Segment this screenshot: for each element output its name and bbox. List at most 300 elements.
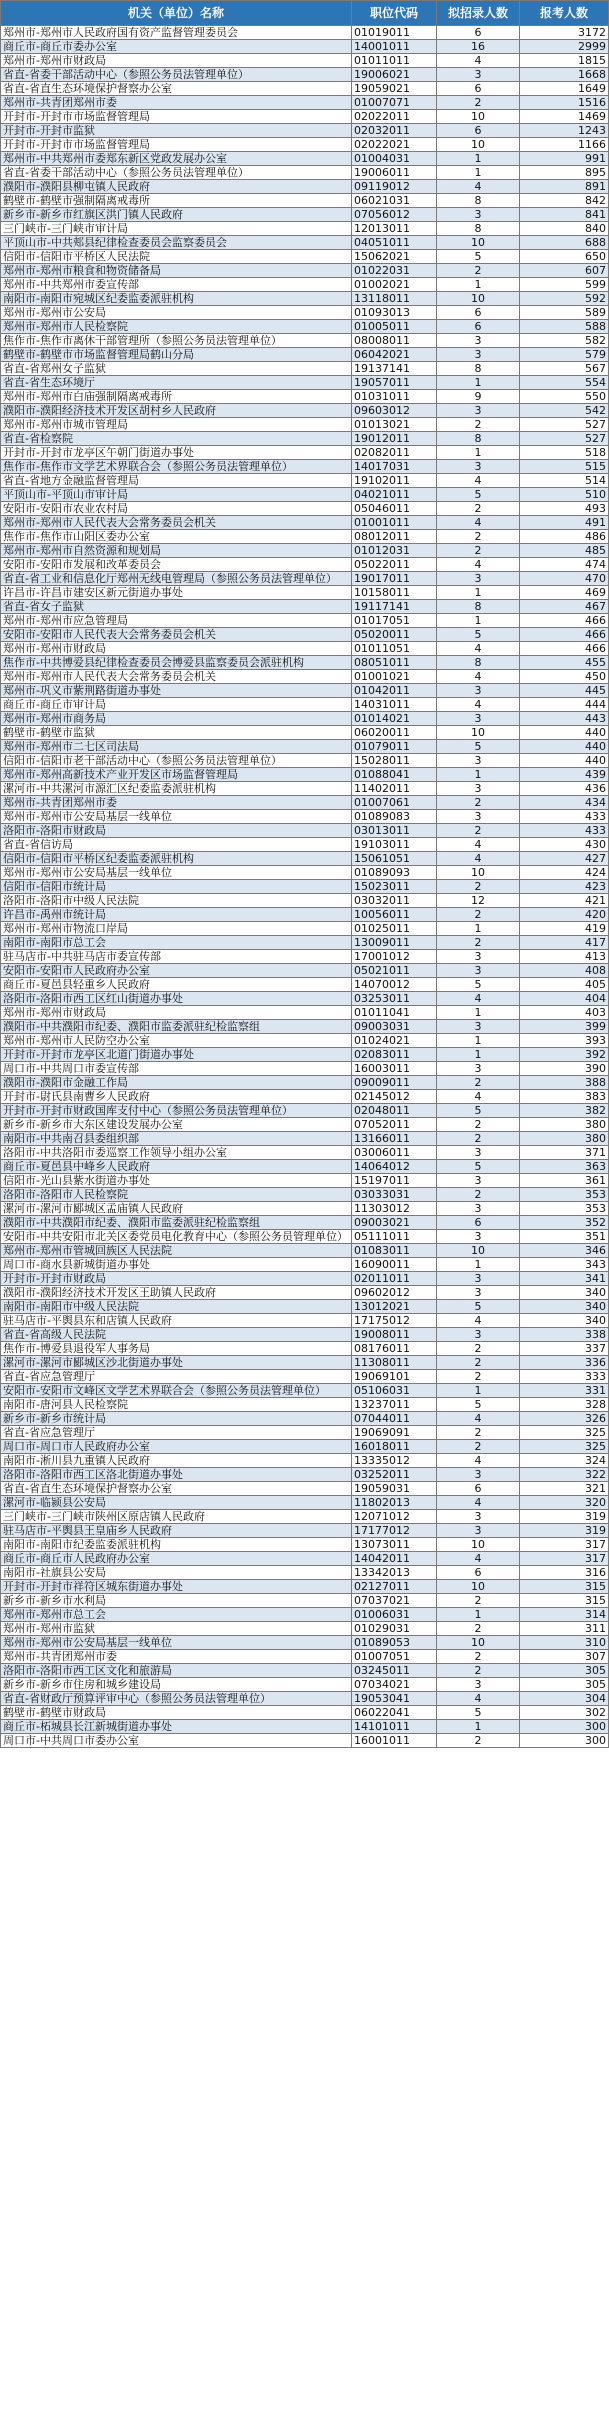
cell-applicants: 302 — [520, 1706, 609, 1720]
cell-applicants: 419 — [520, 922, 609, 936]
cell-code: 09009011 — [352, 1076, 437, 1090]
cell-org: 濮阳市-濮阳市金融工作局 — [1, 1076, 352, 1090]
cell-code: 01031011 — [352, 390, 437, 404]
cell-code: 13335012 — [352, 1454, 437, 1468]
table-row — [1, 1132, 609, 1146]
cell-plan: 8 — [437, 194, 520, 208]
table-row — [1, 1272, 609, 1286]
cell-org: 濮阳市-濮阳经济技术开发区胡村乡人民政府 — [1, 404, 352, 418]
cell-plan: 1 — [437, 1384, 520, 1398]
cell-plan: 3 — [437, 950, 520, 964]
cell-code: 08012011 — [352, 530, 437, 544]
table-row — [1, 460, 609, 474]
table-row — [1, 1622, 609, 1636]
table-row — [1, 390, 609, 404]
cell-applicants: 338 — [520, 1328, 609, 1342]
cell-applicants: 554 — [520, 376, 609, 390]
table-row — [1, 1090, 609, 1104]
cell-org: 信阳市-信阳市平桥区人民法院 — [1, 250, 352, 264]
cell-code: 19069091 — [352, 1426, 437, 1440]
table-row — [1, 1538, 609, 1552]
cell-org: 省直-省女子监狱 — [1, 600, 352, 614]
table-row — [1, 1678, 609, 1692]
cell-plan: 2 — [437, 908, 520, 922]
cell-plan: 10 — [437, 138, 520, 152]
cell-plan: 1 — [437, 1608, 520, 1622]
cell-applicants: 455 — [520, 656, 609, 670]
cell-plan: 2 — [437, 796, 520, 810]
cell-org: 郑州市-共青团郑州市委 — [1, 1650, 352, 1664]
cell-applicants: 582 — [520, 334, 609, 348]
cell-org: 鹤壁市-鹤壁市市场监督管理局鹤山分局 — [1, 348, 352, 362]
cell-org: 漯河市-中共漯河市源汇区纪委监委派驻机构 — [1, 782, 352, 796]
cell-applicants: 599 — [520, 278, 609, 292]
cell-code: 03252011 — [352, 1468, 437, 1482]
table-row — [1, 236, 609, 250]
cell-code: 01014021 — [352, 712, 437, 726]
cell-code: 05111011 — [352, 1230, 437, 1244]
cell-plan: 2 — [437, 1076, 520, 1090]
cell-plan: 3 — [437, 1510, 520, 1524]
cell-plan: 2 — [437, 1440, 520, 1454]
cell-applicants: 315 — [520, 1594, 609, 1608]
cell-plan: 5 — [437, 488, 520, 502]
table-row — [1, 726, 609, 740]
cell-plan: 8 — [437, 432, 520, 446]
cell-applicants: 417 — [520, 936, 609, 950]
cell-plan: 3 — [437, 1202, 520, 1216]
cell-org: 南阳市-南阳市中级人民法院 — [1, 1300, 352, 1314]
cell-plan: 3 — [437, 68, 520, 82]
cell-plan: 1 — [437, 1258, 520, 1272]
cell-plan: 1 — [437, 1720, 520, 1734]
table-row — [1, 138, 609, 152]
table-row — [1, 992, 609, 1006]
cell-code: 03033031 — [352, 1188, 437, 1202]
cell-applicants: 895 — [520, 166, 609, 180]
cell-org: 濮阳市-中共濮阳市纪委、濮阳市监委派驻纪检监察组 — [1, 1216, 352, 1230]
cell-plan: 4 — [437, 516, 520, 530]
cell-applicants: 380 — [520, 1118, 609, 1132]
table-row — [1, 796, 609, 810]
cell-code: 10056011 — [352, 908, 437, 922]
cell-applicants: 592 — [520, 292, 609, 306]
cell-code: 05021011 — [352, 964, 437, 978]
cell-org: 安阳市-安阳市文峰区文学艺术界联合会（参照公务员法管理单位） — [1, 1384, 352, 1398]
cell-org: 省直-省检察院 — [1, 432, 352, 446]
cell-applicants: 650 — [520, 250, 609, 264]
cell-plan: 3 — [437, 1020, 520, 1034]
cell-plan: 5 — [437, 628, 520, 642]
cell-applicants: 363 — [520, 1160, 609, 1174]
cell-applicants: 891 — [520, 180, 609, 194]
cell-org: 漯河市-漯河市郾城区沙北街道办事处 — [1, 1356, 352, 1370]
table-row — [1, 1482, 609, 1496]
cell-code: 19006011 — [352, 166, 437, 180]
cell-plan: 4 — [437, 1090, 520, 1104]
table-row — [1, 656, 609, 670]
cell-applicants: 317 — [520, 1552, 609, 1566]
cell-applicants: 336 — [520, 1356, 609, 1370]
cell-applicants: 353 — [520, 1202, 609, 1216]
table-row — [1, 782, 609, 796]
cell-org: 洛阳市-洛阳市人民检察院 — [1, 1188, 352, 1202]
table-row — [1, 1062, 609, 1076]
cell-applicants: 408 — [520, 964, 609, 978]
table-row — [1, 1384, 609, 1398]
cell-applicants: 305 — [520, 1664, 609, 1678]
cell-org: 开封市-开封市市场监督管理局 — [1, 110, 352, 124]
cell-code: 19137141 — [352, 362, 437, 376]
cell-org: 郑州市-共青团郑州市委 — [1, 96, 352, 110]
table-row — [1, 852, 609, 866]
cell-applicants: 388 — [520, 1076, 609, 1090]
table-row — [1, 1216, 609, 1230]
cell-org: 郑州市-郑州市自然资源和规划局 — [1, 544, 352, 558]
cell-applicants: 1243 — [520, 124, 609, 138]
cell-applicants: 445 — [520, 684, 609, 698]
cell-org: 南阳市-南阳市宛城区纪委监委派驻机构 — [1, 292, 352, 306]
cell-applicants: 1649 — [520, 82, 609, 96]
cell-applicants: 607 — [520, 264, 609, 278]
cell-org: 焦作市-博爱县退役军人事务局 — [1, 1342, 352, 1356]
cell-code: 07044011 — [352, 1412, 437, 1426]
table-row — [1, 1496, 609, 1510]
table-row — [1, 894, 609, 908]
cell-applicants: 515 — [520, 460, 609, 474]
table-row — [1, 866, 609, 880]
cell-applicants: 331 — [520, 1384, 609, 1398]
cell-org: 郑州市-郑州市人民代表大会常务委员会机关 — [1, 670, 352, 684]
cell-org: 周口市-中共周口市委办公室 — [1, 1734, 352, 1748]
cell-org: 开封市-开封市监狱 — [1, 124, 352, 138]
cell-org: 省直-省郑州女子监狱 — [1, 362, 352, 376]
cell-plan: 3 — [437, 754, 520, 768]
cell-applicants: 433 — [520, 810, 609, 824]
cell-applicants: 403 — [520, 1006, 609, 1020]
cell-applicants: 840 — [520, 222, 609, 236]
table-row — [1, 488, 609, 502]
cell-code: 19017011 — [352, 572, 437, 586]
cell-plan: 1 — [437, 922, 520, 936]
cell-applicants: 427 — [520, 852, 609, 866]
cell-code: 05020011 — [352, 628, 437, 642]
cell-code: 19069101 — [352, 1370, 437, 1384]
cell-code: 19103011 — [352, 838, 437, 852]
cell-code: 13166011 — [352, 1132, 437, 1146]
cell-code: 01079011 — [352, 740, 437, 754]
table-row — [1, 1370, 609, 1384]
cell-applicants: 424 — [520, 866, 609, 880]
cell-applicants: 351 — [520, 1230, 609, 1244]
table-row — [1, 432, 609, 446]
cell-org: 安阳市-安阳市发展和改革委员会 — [1, 558, 352, 572]
cell-applicants: 300 — [520, 1720, 609, 1734]
cell-code: 13073011 — [352, 1538, 437, 1552]
cell-org: 鹤壁市-鹤壁市财政局 — [1, 1706, 352, 1720]
cell-code: 08176011 — [352, 1342, 437, 1356]
cell-org: 新乡市-新乡市水利局 — [1, 1594, 352, 1608]
cell-org: 商丘市-夏邑县轻重乡人民政府 — [1, 978, 352, 992]
cell-org: 商丘市-柘城县长江新城街道办事处 — [1, 1720, 352, 1734]
header-plan: 拟招录人数 — [437, 1, 520, 26]
cell-applicants: 470 — [520, 572, 609, 586]
cell-plan: 10 — [437, 1580, 520, 1594]
cell-applicants: 443 — [520, 712, 609, 726]
cell-code: 02022011 — [352, 110, 437, 124]
cell-org: 焦作市-焦作市文学艺术界联合会（参照公务员法管理单位） — [1, 460, 352, 474]
cell-code: 03032011 — [352, 894, 437, 908]
cell-org: 许昌市-禹州市统计局 — [1, 908, 352, 922]
table-row — [1, 1426, 609, 1440]
table-row — [1, 530, 609, 544]
cell-code: 06020011 — [352, 726, 437, 740]
cell-org: 省直-省地方金融监督管理局 — [1, 474, 352, 488]
cell-plan: 8 — [437, 656, 520, 670]
table-row — [1, 1104, 609, 1118]
cell-plan: 2 — [437, 96, 520, 110]
cell-plan: 4 — [437, 670, 520, 684]
table-row — [1, 978, 609, 992]
table-row — [1, 250, 609, 264]
cell-plan: 2 — [437, 1622, 520, 1636]
cell-org: 安阳市-安阳市人民政府办公室 — [1, 964, 352, 978]
table-row — [1, 684, 609, 698]
cell-applicants: 491 — [520, 516, 609, 530]
table-row — [1, 1664, 609, 1678]
cell-applicants: 421 — [520, 894, 609, 908]
cell-applicants: 337 — [520, 1342, 609, 1356]
table-row — [1, 222, 609, 236]
cell-applicants: 393 — [520, 1034, 609, 1048]
cell-org: 郑州市-郑州市公安局基层一线单位 — [1, 866, 352, 880]
cell-org: 郑州市-郑州市财政局 — [1, 54, 352, 68]
cell-code: 09003031 — [352, 1020, 437, 1034]
table-row — [1, 1398, 609, 1412]
cell-applicants: 319 — [520, 1510, 609, 1524]
cell-plan: 2 — [437, 1356, 520, 1370]
cell-code: 02127011 — [352, 1580, 437, 1594]
cell-applicants: 320 — [520, 1496, 609, 1510]
cell-org: 郑州市-郑州市公安局 — [1, 306, 352, 320]
cell-plan: 4 — [437, 558, 520, 572]
cell-plan: 1 — [437, 376, 520, 390]
cell-code: 01022031 — [352, 264, 437, 278]
cell-code: 12071012 — [352, 1510, 437, 1524]
cell-org: 郑州市-郑州市商务局 — [1, 712, 352, 726]
cell-applicants: 842 — [520, 194, 609, 208]
cell-plan: 4 — [437, 1496, 520, 1510]
cell-plan: 6 — [437, 306, 520, 320]
header-applicants: 报考人数 — [520, 1, 609, 26]
table-row — [1, 348, 609, 362]
table-row — [1, 110, 609, 124]
cell-plan: 2 — [437, 1734, 520, 1748]
cell-org: 新乡市-新乡市大东区建设发展办公室 — [1, 1118, 352, 1132]
cell-org: 洛阳市-洛阳市西工区文化和旅游局 — [1, 1664, 352, 1678]
cell-plan: 5 — [437, 978, 520, 992]
cell-plan: 4 — [437, 838, 520, 852]
table-row — [1, 572, 609, 586]
cell-plan: 2 — [437, 936, 520, 950]
cell-code: 13118011 — [352, 292, 437, 306]
cell-applicants: 518 — [520, 446, 609, 460]
cell-org: 南阳市-唐河县人民检察院 — [1, 1398, 352, 1412]
cell-applicants: 527 — [520, 432, 609, 446]
cell-code: 19059031 — [352, 1482, 437, 1496]
cell-code: 03006011 — [352, 1146, 437, 1160]
cell-org: 郑州市-郑州市人民检察院 — [1, 320, 352, 334]
table-row — [1, 40, 609, 54]
cell-applicants: 423 — [520, 880, 609, 894]
cell-applicants: 317 — [520, 1538, 609, 1552]
table-row — [1, 838, 609, 852]
cell-applicants: 485 — [520, 544, 609, 558]
cell-code: 01029031 — [352, 1622, 437, 1636]
cell-applicants: 319 — [520, 1524, 609, 1538]
cell-org: 许昌市-许昌市建安区新元街道办事处 — [1, 586, 352, 600]
cell-org: 周口市-周口市人民政府办公室 — [1, 1440, 352, 1454]
table-row — [1, 1650, 609, 1664]
cell-plan: 10 — [437, 1538, 520, 1552]
cell-applicants: 430 — [520, 838, 609, 852]
cell-applicants: 310 — [520, 1636, 609, 1650]
cell-code: 05046011 — [352, 502, 437, 516]
table-row — [1, 26, 609, 40]
table-row — [1, 124, 609, 138]
cell-org: 濮阳市-濮阳县柳屯镇人民政府 — [1, 180, 352, 194]
cell-code: 01083011 — [352, 1244, 437, 1258]
table-row — [1, 1328, 609, 1342]
cell-plan: 1 — [437, 768, 520, 782]
cell-org: 信阳市-信阳市统计局 — [1, 880, 352, 894]
cell-org: 郑州市-郑州市公安局基层一线单位 — [1, 1636, 352, 1650]
cell-code: 05106031 — [352, 1384, 437, 1398]
cell-plan: 1 — [437, 166, 520, 180]
cell-applicants: 567 — [520, 362, 609, 376]
table-row — [1, 446, 609, 460]
cell-plan: 5 — [437, 250, 520, 264]
cell-applicants: 1469 — [520, 110, 609, 124]
table-row — [1, 1230, 609, 1244]
cell-code: 01093013 — [352, 306, 437, 320]
cell-code: 01089083 — [352, 810, 437, 824]
cell-org: 驻马店市-平舆县东和店镇人民政府 — [1, 1314, 352, 1328]
table-row — [1, 1174, 609, 1188]
cell-code: 01089053 — [352, 1636, 437, 1650]
cell-org: 郑州市-郑州市人民代表大会常务委员会机关 — [1, 516, 352, 530]
cell-applicants: 588 — [520, 320, 609, 334]
cell-org: 郑州市-郑州市公安局基层一线单位 — [1, 810, 352, 824]
cell-plan: 3 — [437, 1468, 520, 1482]
cell-org: 安阳市-安阳市人民代表大会常务委员会机关 — [1, 628, 352, 642]
cell-org: 郑州市-郑州高新技术产业开发区市场监督管理局 — [1, 768, 352, 782]
cell-plan: 5 — [437, 1104, 520, 1118]
cell-code: 06021031 — [352, 194, 437, 208]
cell-plan: 4 — [437, 54, 520, 68]
table-row — [1, 698, 609, 712]
cell-plan: 2 — [437, 502, 520, 516]
cell-org: 焦作市-焦作市离休干部管理所（参照公务员法管理单位） — [1, 334, 352, 348]
table-row — [1, 936, 609, 950]
table-row — [1, 1076, 609, 1090]
cell-applicants: 440 — [520, 740, 609, 754]
cell-code: 01007071 — [352, 96, 437, 110]
table-row — [1, 1244, 609, 1258]
table-row — [1, 1636, 609, 1650]
cell-plan: 12 — [437, 894, 520, 908]
table-row — [1, 1146, 609, 1160]
cell-code: 01012031 — [352, 544, 437, 558]
cell-applicants: 510 — [520, 488, 609, 502]
cell-plan: 1 — [437, 446, 520, 460]
cell-code: 09603012 — [352, 404, 437, 418]
cell-applicants: 311 — [520, 1622, 609, 1636]
cell-org: 濮阳市-濮阳经济技术开发区王助镇人民政府 — [1, 1286, 352, 1300]
cell-org: 省直-省应急管理厅 — [1, 1426, 352, 1440]
cell-plan: 2 — [437, 1118, 520, 1132]
cell-org: 平顶山市-中共郏县纪律检查委员会监察委员会 — [1, 236, 352, 250]
cell-org: 洛阳市-洛阳市西工区洛北街道办事处 — [1, 1468, 352, 1482]
table-row — [1, 1286, 609, 1300]
cell-org: 商丘市-商丘市人民政府办公室 — [1, 1552, 352, 1566]
table-row — [1, 922, 609, 936]
cell-plan: 3 — [437, 1272, 520, 1286]
cell-plan: 5 — [437, 1398, 520, 1412]
table-row — [1, 824, 609, 838]
cell-code: 14042011 — [352, 1552, 437, 1566]
cell-plan: 3 — [437, 208, 520, 222]
cell-code: 19012011 — [352, 432, 437, 446]
table-row — [1, 82, 609, 96]
cell-plan: 5 — [437, 740, 520, 754]
table-row — [1, 474, 609, 488]
cell-code: 14031011 — [352, 698, 437, 712]
cell-org: 郑州市-郑州市总工会 — [1, 1608, 352, 1622]
cell-plan: 5 — [437, 1160, 520, 1174]
cell-plan: 3 — [437, 810, 520, 824]
cell-code: 15061051 — [352, 852, 437, 866]
cell-org: 濮阳市-中共濮阳市纪委、濮阳市监委派驻纪检监察组 — [1, 1020, 352, 1034]
cell-code: 19102011 — [352, 474, 437, 488]
cell-applicants: 3172 — [520, 26, 609, 40]
cell-applicants: 328 — [520, 1398, 609, 1412]
cell-code: 01089093 — [352, 866, 437, 880]
table-row — [1, 558, 609, 572]
cell-org: 省直-省高级人民法院 — [1, 1328, 352, 1342]
cell-plan: 3 — [437, 1286, 520, 1300]
cell-org: 省直-省直生态环境保护督察办公室 — [1, 1482, 352, 1496]
cell-applicants: 361 — [520, 1174, 609, 1188]
cell-applicants: 316 — [520, 1566, 609, 1580]
cell-org: 郑州市-郑州市财政局 — [1, 642, 352, 656]
table-row — [1, 1314, 609, 1328]
cell-code: 15197011 — [352, 1174, 437, 1188]
table-row — [1, 768, 609, 782]
cell-plan: 6 — [437, 124, 520, 138]
table-row — [1, 908, 609, 922]
cell-org: 鹤壁市-鹤壁市强制隔离戒毒所 — [1, 194, 352, 208]
cell-org: 省直-省委干部活动中心（参照公务员法管理单位） — [1, 68, 352, 82]
cell-org: 省直-省财政厅预算评审中心（参照公务员法管理单位） — [1, 1692, 352, 1706]
cell-code: 19008011 — [352, 1328, 437, 1342]
cell-applicants: 1166 — [520, 138, 609, 152]
cell-plan: 5 — [437, 1706, 520, 1720]
cell-applicants: 340 — [520, 1300, 609, 1314]
cell-org: 南阳市-南阳市总工会 — [1, 936, 352, 950]
cell-plan: 10 — [437, 292, 520, 306]
cell-applicants: 353 — [520, 1188, 609, 1202]
